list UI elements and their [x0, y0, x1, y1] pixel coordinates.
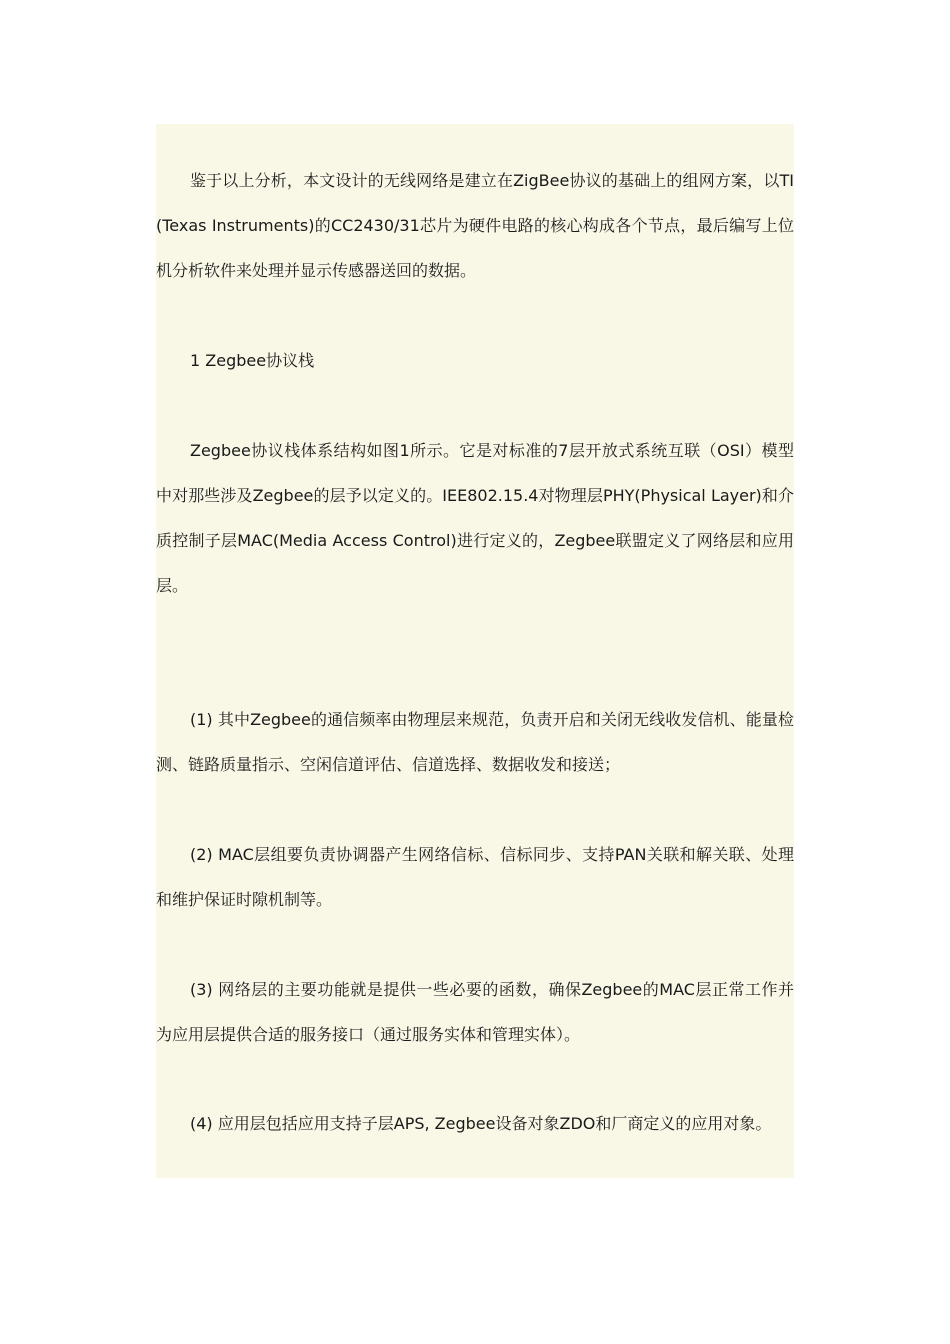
article-content: [156, 124, 794, 1178]
protocol-stack-paragraph: Zegbee协议栈体系结构如图1所示。它是对标准的7层开放式系统互联（OSI）模型中对那些涉及Zegbee的层予以定义的。IEE802.15.4对物理层PHY(Physical Layer)和介质控制子层MAC(Media Access Control)进行定义的，Zegbee联盟定义了网络层和应用层。: [156, 441, 794, 595]
physical-layer-paragraph: (1) 其中Zegbee的通信频率由物理层来规范，负责开启和关闭无线收发信机、能量检测、链路质量指示、空闲信道评估、信道选择、数据收发和接送；: [156, 710, 794, 774]
mac-layer-paragraph: (2) MAC层组要负责协调器产生网络信标、信标同步、支持PAN关联和解关联、处理和维护保证时隙机制等。: [156, 845, 794, 909]
application-layer-paragraph: (4) 应用层包括应用支持子层APS, Zegbee设备对象ZDO和厂商定义的应用对象。: [190, 1114, 772, 1133]
network-layer-paragraph: (3) 网络层的主要功能就是提供一些必要的函数，确保Zegbee的MAC层正常工作并为应用层提供合适的服务接口（通过服务实体和管理实体）。: [156, 980, 794, 1044]
intro-paragraph: 鉴于以上分析，本文设计的无线网络是建立在ZigBee协议的基础上的组网方案，以TI(Texas Instruments)的CC2430/31芯片为硬件电路的核心构成各个节点，最后编写上位机分析软件来处理并显示传感器送回的数据。: [156, 171, 794, 280]
section-heading: 1 Zegbee协议栈: [190, 351, 315, 370]
